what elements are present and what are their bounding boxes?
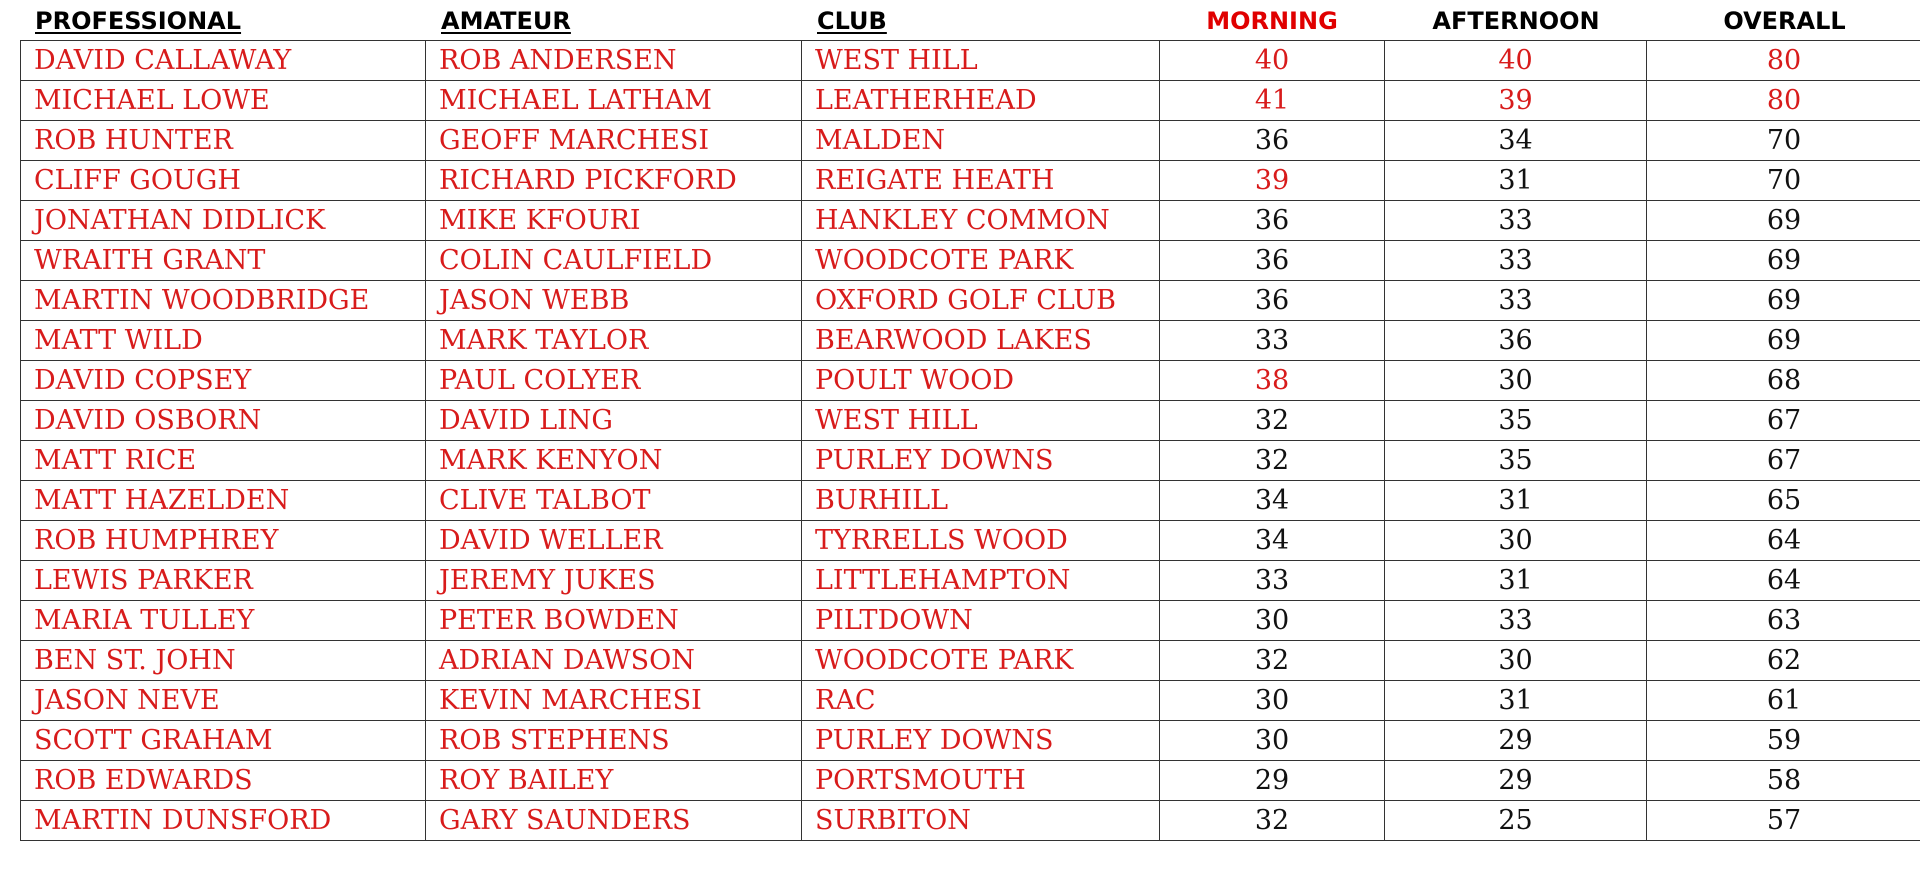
morning-cell: 38 [1160, 361, 1385, 401]
professional-cell: WRAITH GRANT [21, 241, 426, 281]
amateur-cell: MICHAEL LATHAM [426, 81, 802, 121]
club-cell: TYRRELLS WOOD [802, 521, 1160, 561]
header-morning: MORNING [1206, 7, 1338, 35]
club-cell: MALDEN [802, 121, 1160, 161]
overall-cell: 70 [1647, 121, 1920, 161]
professional-cell: CLIFF GOUGH [21, 161, 426, 201]
overall-cell: 64 [1647, 521, 1920, 561]
morning-cell: 33 [1160, 561, 1385, 601]
morning-cell: 34 [1160, 521, 1385, 561]
club-cell: LITTLEHAMPTON [802, 561, 1160, 601]
amateur-cell: COLIN CAULFIELD [426, 241, 802, 281]
club-cell: PURLEY DOWNS [802, 721, 1160, 761]
afternoon-cell: 30 [1385, 361, 1647, 401]
overall-cell: 63 [1647, 601, 1920, 641]
amateur-cell: ADRIAN DAWSON [426, 641, 802, 681]
afternoon-cell: 29 [1385, 761, 1647, 801]
amateur-cell: RICHARD PICKFORD [426, 161, 802, 201]
morning-cell: 32 [1160, 801, 1385, 841]
overall-cell: 69 [1647, 201, 1920, 241]
afternoon-cell: 34 [1385, 121, 1647, 161]
amateur-cell: DAVID WELLER [426, 521, 802, 561]
table-row [21, 681, 1920, 721]
club-cell: WOODCOTE PARK [802, 241, 1160, 281]
afternoon-cell: 30 [1385, 521, 1647, 561]
table-row [21, 321, 1920, 361]
club-cell: RAC [802, 681, 1160, 721]
amateur-cell: GEOFF MARCHESI [426, 121, 802, 161]
professional-cell: JONATHAN DIDLICK [21, 201, 426, 241]
table-row [21, 41, 1920, 81]
morning-cell: 30 [1160, 601, 1385, 641]
table-row [21, 441, 1920, 481]
amateur-cell: ROB ANDERSEN [426, 41, 802, 81]
overall-cell: 58 [1647, 761, 1920, 801]
club-cell: PILTDOWN [802, 601, 1160, 641]
afternoon-cell: 31 [1385, 681, 1647, 721]
professional-cell: ROB HUNTER [21, 121, 426, 161]
header-club: CLUB [817, 7, 887, 35]
club-cell: WEST HILL [802, 41, 1160, 81]
afternoon-cell: 39 [1385, 81, 1647, 121]
morning-cell: 32 [1160, 441, 1385, 481]
amateur-cell: JASON WEBB [426, 281, 802, 321]
table-row [21, 361, 1920, 401]
overall-cell: 69 [1647, 321, 1920, 361]
morning-cell: 32 [1160, 401, 1385, 441]
club-cell: POULT WOOD [802, 361, 1160, 401]
overall-cell: 68 [1647, 361, 1920, 401]
morning-cell: 32 [1160, 641, 1385, 681]
professional-cell: MARTIN DUNSFORD [21, 801, 426, 841]
afternoon-cell: 35 [1385, 401, 1647, 441]
club-cell: BURHILL [802, 481, 1160, 521]
morning-cell: 39 [1160, 161, 1385, 201]
afternoon-cell: 25 [1385, 801, 1647, 841]
table-row [21, 281, 1920, 321]
professional-cell: ROB HUMPHREY [21, 521, 426, 561]
table-row [21, 161, 1920, 201]
header-afternoon: AFTERNOON [1432, 7, 1600, 35]
morning-cell: 36 [1160, 241, 1385, 281]
morning-cell: 34 [1160, 481, 1385, 521]
club-cell: SURBITON [802, 801, 1160, 841]
club-cell: LEATHERHEAD [802, 81, 1160, 121]
club-cell: PORTSMOUTH [802, 761, 1160, 801]
professional-cell: SCOTT GRAHAM [21, 721, 426, 761]
amateur-cell: KEVIN MARCHESI [426, 681, 802, 721]
afternoon-cell: 30 [1385, 641, 1647, 681]
table-row [21, 241, 1920, 281]
afternoon-cell: 33 [1385, 241, 1647, 281]
professional-cell: ROB EDWARDS [21, 761, 426, 801]
afternoon-cell: 33 [1385, 201, 1647, 241]
club-cell: PURLEY DOWNS [802, 441, 1160, 481]
professional-cell: DAVID CALLAWAY [21, 41, 426, 81]
afternoon-cell: 31 [1385, 561, 1647, 601]
table-row [21, 481, 1920, 521]
table-row [21, 121, 1920, 161]
morning-cell: 40 [1160, 41, 1385, 81]
morning-cell: 36 [1160, 201, 1385, 241]
overall-cell: 62 [1647, 641, 1920, 681]
afternoon-cell: 33 [1385, 601, 1647, 641]
afternoon-cell: 31 [1385, 481, 1647, 521]
amateur-cell: PAUL COLYER [426, 361, 802, 401]
club-cell: REIGATE HEATH [802, 161, 1160, 201]
amateur-cell: MIKE KFOURI [426, 201, 802, 241]
professional-cell: DAVID COPSEY [21, 361, 426, 401]
table-header [20, 0, 1920, 40]
table-row [21, 521, 1920, 561]
overall-cell: 65 [1647, 481, 1920, 521]
table-row [21, 721, 1920, 761]
amateur-cell: GARY SAUNDERS [426, 801, 802, 841]
scores-table [20, 40, 1920, 841]
table-row [21, 761, 1920, 801]
table-row [21, 601, 1920, 641]
professional-cell: DAVID OSBORN [21, 401, 426, 441]
afternoon-cell: 40 [1385, 41, 1647, 81]
professional-cell: MARIA TULLEY [21, 601, 426, 641]
table-row [21, 81, 1920, 121]
overall-cell: 67 [1647, 401, 1920, 441]
morning-cell: 30 [1160, 721, 1385, 761]
club-cell: WOODCOTE PARK [802, 641, 1160, 681]
professional-cell: MATT WILD [21, 321, 426, 361]
professional-cell: MATT HAZELDEN [21, 481, 426, 521]
amateur-cell: ROB STEPHENS [426, 721, 802, 761]
table-row [21, 401, 1920, 441]
morning-cell: 33 [1160, 321, 1385, 361]
overall-cell: 69 [1647, 281, 1920, 321]
overall-cell: 64 [1647, 561, 1920, 601]
club-cell: OXFORD GOLF CLUB [802, 281, 1160, 321]
club-cell: WEST HILL [802, 401, 1160, 441]
overall-cell: 70 [1647, 161, 1920, 201]
morning-cell: 36 [1160, 281, 1385, 321]
overall-cell: 80 [1647, 81, 1920, 121]
table-row [21, 201, 1920, 241]
overall-cell: 80 [1647, 41, 1920, 81]
overall-cell: 67 [1647, 441, 1920, 481]
professional-cell: JASON NEVE [21, 681, 426, 721]
amateur-cell: PETER BOWDEN [426, 601, 802, 641]
club-cell: BEARWOOD LAKES [802, 321, 1160, 361]
amateur-cell: MARK KENYON [426, 441, 802, 481]
professional-cell: MARTIN WOODBRIDGE [21, 281, 426, 321]
afternoon-cell: 35 [1385, 441, 1647, 481]
amateur-cell: CLIVE TALBOT [426, 481, 802, 521]
afternoon-cell: 33 [1385, 281, 1647, 321]
afternoon-cell: 36 [1385, 321, 1647, 361]
professional-cell: MICHAEL LOWE [21, 81, 426, 121]
overall-cell: 61 [1647, 681, 1920, 721]
overall-cell: 69 [1647, 241, 1920, 281]
morning-cell: 41 [1160, 81, 1385, 121]
overall-cell: 59 [1647, 721, 1920, 761]
afternoon-cell: 31 [1385, 161, 1647, 201]
professional-cell: LEWIS PARKER [21, 561, 426, 601]
overall-cell: 57 [1647, 801, 1920, 841]
table-row [21, 801, 1920, 841]
morning-cell: 30 [1160, 681, 1385, 721]
afternoon-cell: 29 [1385, 721, 1647, 761]
morning-cell: 29 [1160, 761, 1385, 801]
amateur-cell: DAVID LING [426, 401, 802, 441]
header-amateur: AMATEUR [441, 7, 571, 35]
amateur-cell: JEREMY JUKES [426, 561, 802, 601]
header-professional: PROFESSIONAL [35, 7, 242, 35]
table-row [21, 641, 1920, 681]
table-body [21, 41, 1920, 841]
amateur-cell: ROY BAILEY [426, 761, 802, 801]
professional-cell: BEN ST. JOHN [21, 641, 426, 681]
header-overall: OVERALL [1723, 7, 1846, 35]
professional-cell: MATT RICE [21, 441, 426, 481]
club-cell: HANKLEY COMMON [802, 201, 1160, 241]
amateur-cell: MARK TAYLOR [426, 321, 802, 361]
table-row [21, 561, 1920, 601]
morning-cell: 36 [1160, 121, 1385, 161]
